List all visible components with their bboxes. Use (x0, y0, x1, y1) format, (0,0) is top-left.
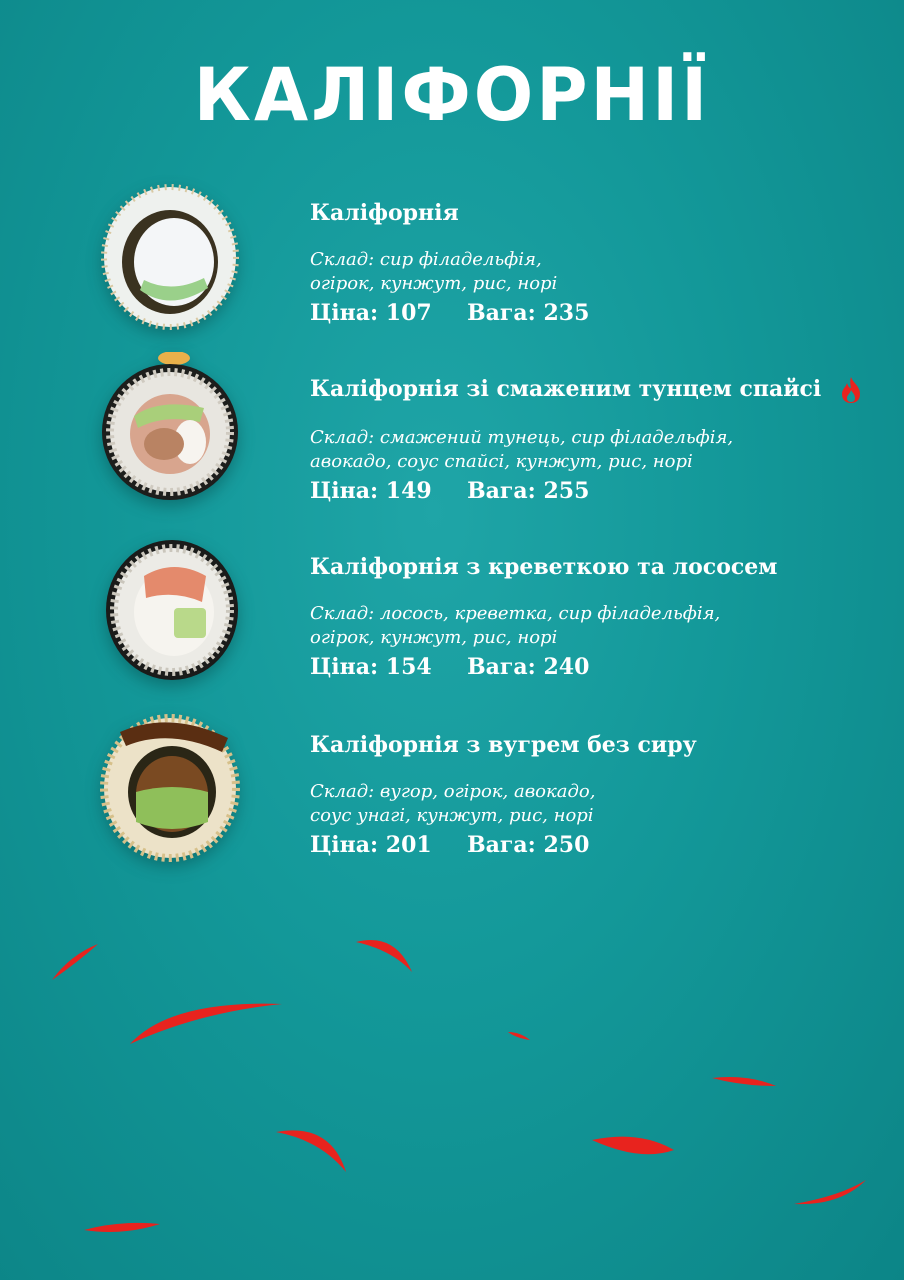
item-name: Каліфорнія з вугрем без сиру (310, 732, 697, 758)
item-composition-line: соус унагі, кунжут, рис, норі (310, 805, 594, 826)
price-label: Ціна: (310, 832, 379, 858)
petal (508, 1032, 530, 1040)
weight-label: Вага: (467, 832, 536, 858)
page-title: КАЛІФОРНІЇ (193, 51, 711, 139)
price-value: 107 (385, 300, 432, 326)
petal (52, 944, 98, 980)
item-composition-line: огірок, кунжут, рис, норі (310, 627, 558, 648)
item-composition-line: авокадо, соус спайсі, кунжут, рис, норі (310, 451, 693, 472)
price-label: Ціна: (310, 300, 379, 326)
price-value: 201 (385, 832, 432, 858)
petal (84, 1223, 160, 1232)
item-composition-line: Склад: сир філадельфія, (310, 249, 542, 270)
weight-value: 235 (543, 300, 590, 326)
petal (130, 1004, 282, 1044)
price-label: Ціна: (310, 654, 379, 680)
weight-label: Вага: (467, 300, 536, 326)
item-composition-line: Склад: лосось, креветка, сир філадельфія, (310, 603, 721, 624)
price-value: 154 (385, 654, 432, 680)
weight-value: 255 (543, 478, 590, 504)
petal (794, 1180, 866, 1204)
price-label: Ціна: (310, 478, 379, 504)
petal (276, 1130, 346, 1172)
weight-label: Вага: (467, 478, 536, 504)
petal (712, 1077, 776, 1086)
weight-value: 250 (543, 832, 590, 858)
weight-value: 240 (543, 654, 590, 680)
weight-label: Вага: (467, 654, 536, 680)
petal (592, 1137, 674, 1155)
item-name-text: Каліфорнія зі смаженим тунцем спайсі (310, 376, 822, 402)
item-name: Каліфорнія (310, 200, 459, 226)
item-name: Каліфорнія з креветкою та лососем (310, 554, 778, 580)
item-composition-line: огірок, кунжут, рис, норі (310, 273, 558, 294)
item-composition-line: Склад: смажений тунець, сир філадельфія, (310, 427, 734, 448)
petal (356, 940, 412, 972)
price-value: 149 (385, 478, 432, 504)
item-composition-line: Склад: вугор, огірок, авокадо, (310, 781, 596, 802)
